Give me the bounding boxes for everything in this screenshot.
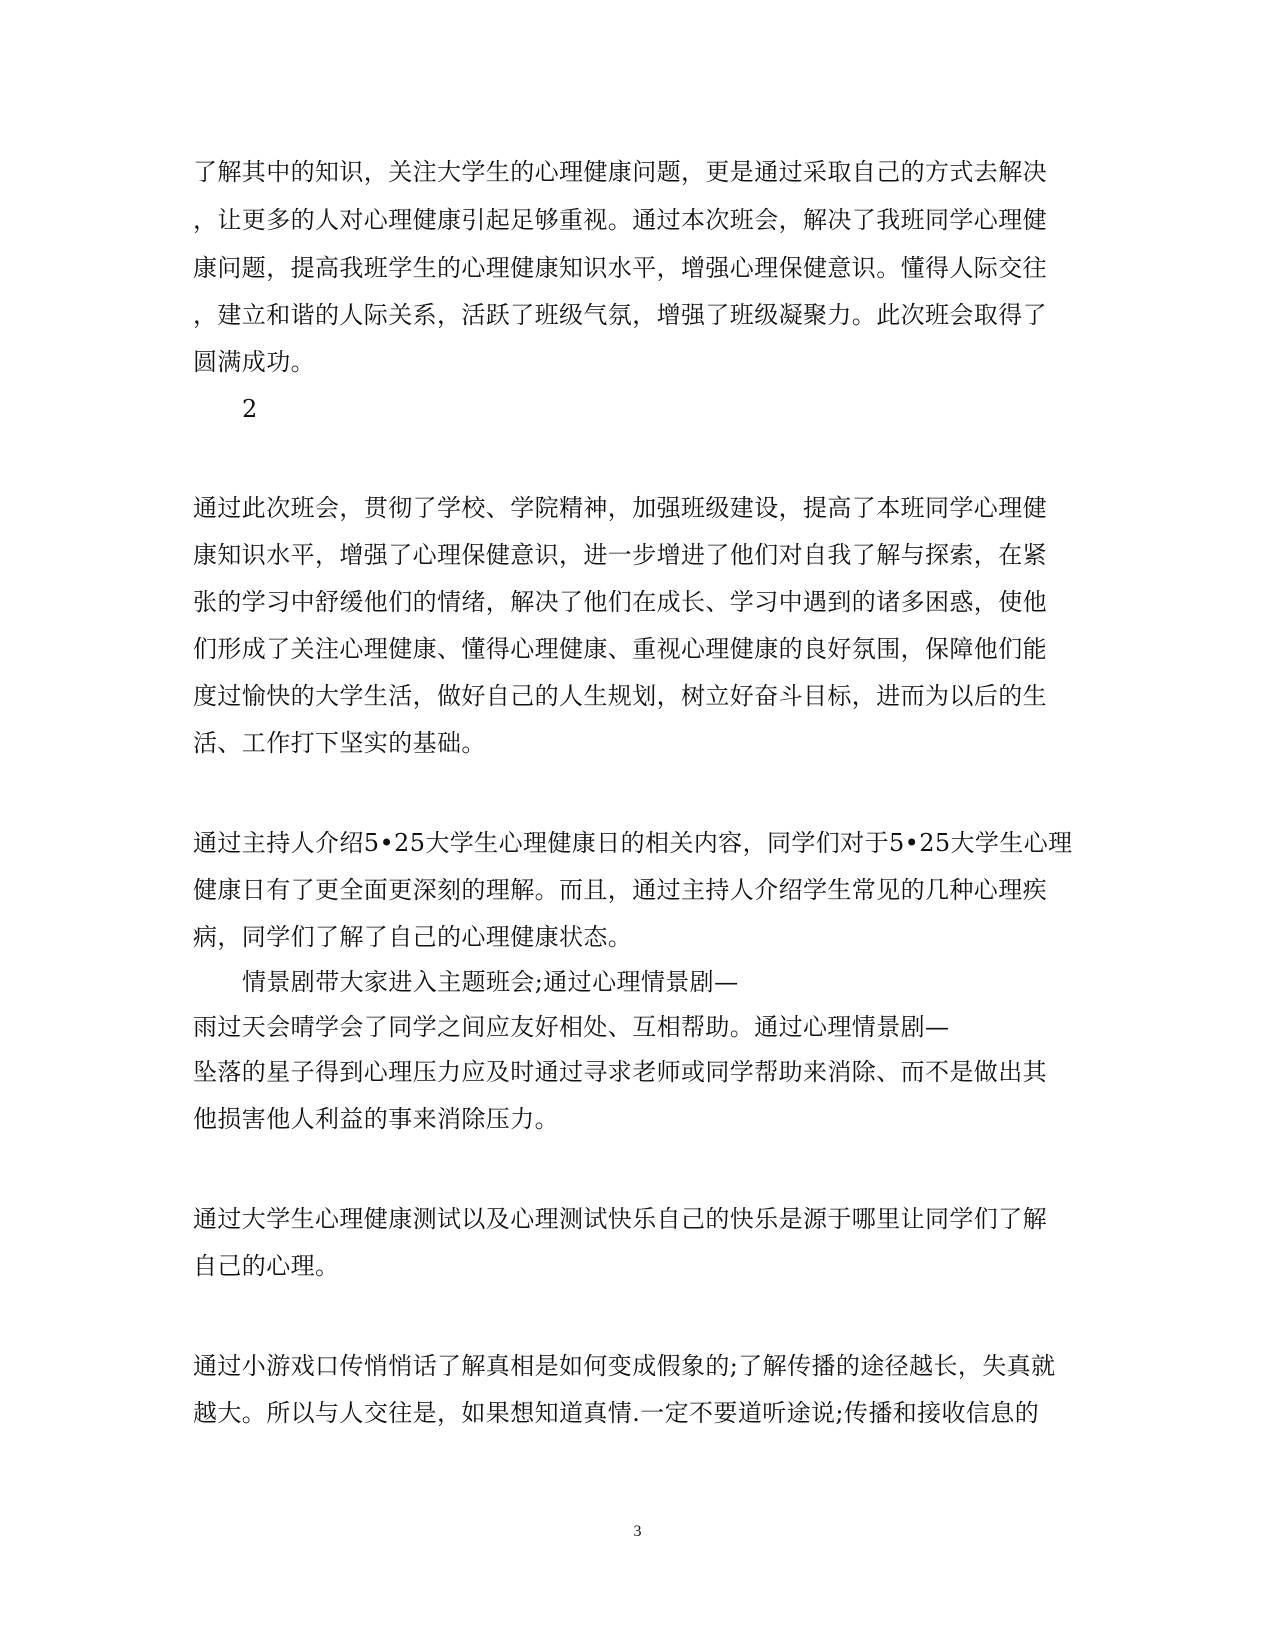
text-line: 他损害他人利益的事来消除压力。 xyxy=(193,1105,559,1133)
text-line: 活、工作打下坚实的基础。 xyxy=(193,729,486,757)
text-line: 病，同学们了解了自己的心理健康状态。 xyxy=(193,923,633,951)
text-line: 通过大学生心理健康测试以及心理测试快乐自己的快乐是源于哪里让同学们了解 xyxy=(193,1205,1047,1233)
page-number: 3 xyxy=(633,1523,642,1540)
text-line: ，让更多的人对心理健康引起足够重视。通过本次班会，解决了我班同学心理健 xyxy=(193,206,1047,234)
text-line: 康问题，提高我班学生的心理健康知识水平，增强心理保健意识。懂得人际交往 xyxy=(193,254,1047,282)
text-line: 张的学习中舒缓他们的情绪，解决了他们在成长、学习中遇到的诸多困惑，使他 xyxy=(193,588,1047,616)
text-line: 越大。所以与人交往是，如果想知道真情.一定不要道听途说;传播和接收信息的 xyxy=(193,1399,1040,1427)
text-line: 度过愉快的大学生活，做好自己的人生规划，树立好奋斗目标，进而为以后的生 xyxy=(193,682,1047,710)
text-line: 健康日有了更全面更深刻的理解。而且，通过主持人介绍学生常见的几种心理疾 xyxy=(193,876,1047,904)
section-number: 2 xyxy=(242,395,258,423)
text-line: 们形成了关注心理健康、懂得心理健康、重视心理健康的良好氛围，保障他们能 xyxy=(193,635,1047,663)
text-line: 坠落的星子得到心理压力应及时通过寻求老师或同学帮助来消除、而不是做出其 xyxy=(193,1058,1047,1086)
text-line: 雨过天会晴学会了同学之间应友好相处、互相帮助。通过心理情景剧— xyxy=(193,1013,950,1041)
text-line: 情景剧带大家进入主题班会;通过心理情景剧— xyxy=(242,968,739,996)
text-line: ，建立和谐的人际关系，活跃了班级气氛，增强了班级凝聚力。此次班会取得了 xyxy=(193,301,1047,329)
text-line: 康知识水平，增强了心理保健意识，进一步增进了他们对自我了解与探索，在紧 xyxy=(193,541,1047,569)
text-line: 圆满成功。 xyxy=(193,348,315,376)
text-line: 自己的心理。 xyxy=(193,1252,340,1280)
text-line: 通过此次班会，贯彻了学校、学院精神，加强班级建设，提高了本班同学心理健 xyxy=(193,494,1047,522)
text-line: 通过小游戏口传悄悄话了解真相是如何变成假象的;了解传播的途径越长，失真就 xyxy=(193,1352,1056,1380)
text-line: 了解其中的知识，关注大学生的心理健康问题，更是通过采取自己的方式去解决 xyxy=(193,158,1047,186)
text-line: 通过主持人介绍5•25大学生心理健康日的相关内容，同学们对于5•25大学生心理 xyxy=(193,829,1073,857)
